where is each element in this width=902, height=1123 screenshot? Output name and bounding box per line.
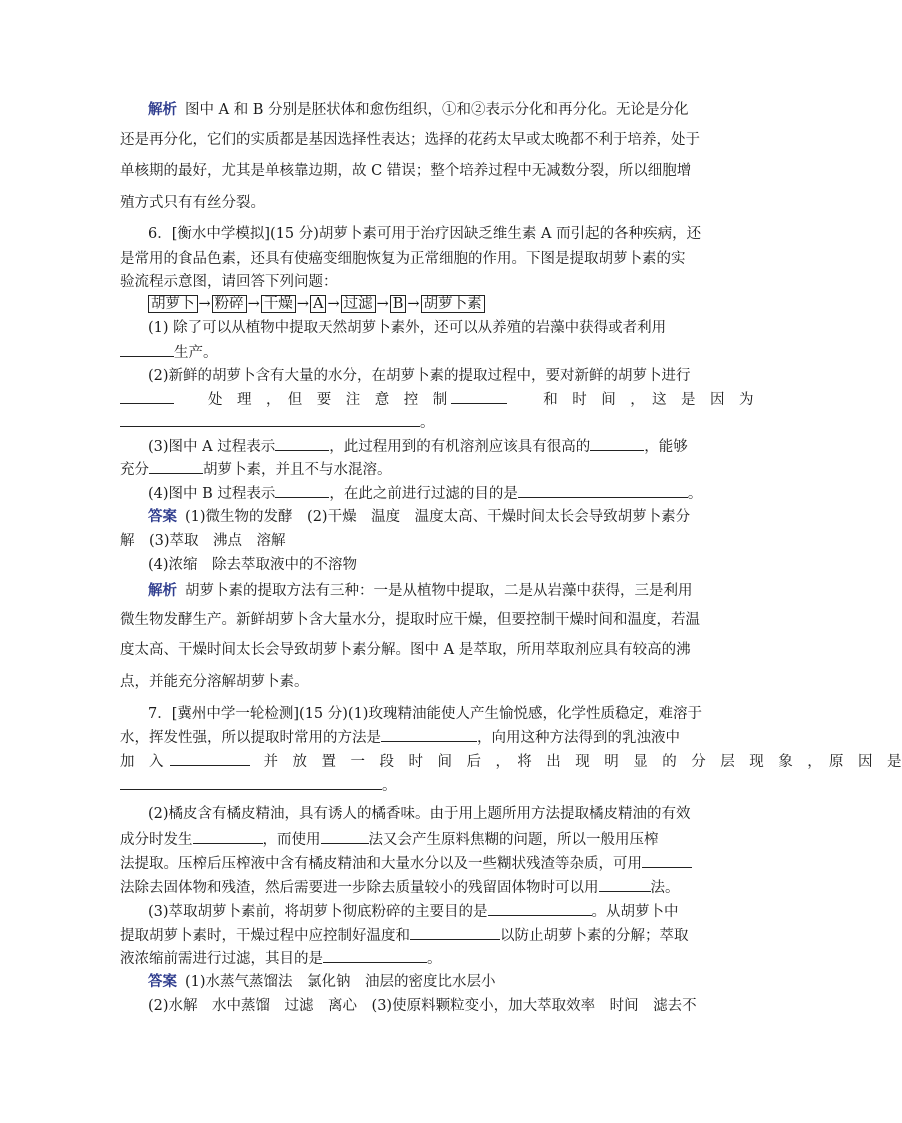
answer-blank (599, 877, 651, 892)
q6-analysis-line-3: 度太高、干燥时间太长会导致胡萝卜素分解。图中 A 是萃取，所用萃取剂应具有较高的沸 (120, 642, 691, 658)
answer-label: 答案 (148, 974, 177, 990)
q7-line-11: 液浓缩前需进行过滤，其目的是 。 (120, 948, 676, 969)
q6-stem-line-2: 是常用的食品色素，还具有使癌变细胞恢复为正常细胞的作用。下图是提取胡萝卜素的实 (120, 251, 686, 267)
flow-arrow: → (376, 296, 389, 312)
flow-arrow: → (198, 296, 211, 312)
answer-blank (590, 436, 644, 451)
flow-step-carrot: 胡萝卜 (148, 295, 198, 313)
q6-stem-line-1: 6．[衡水中学模拟](15 分)胡萝卜素可用于治疗因缺乏维生素 A 而引起的各种疾病，还 (148, 226, 702, 242)
process-flow-diagram (148, 294, 485, 314)
q6-analysis-line-4: 点，并能充分溶解胡萝卜素。 (120, 674, 309, 690)
flow-arrow: → (327, 296, 340, 312)
answer-blank (120, 412, 420, 427)
q5-analysis-line-4: 殖方式只有有丝分裂。 (120, 195, 265, 211)
q7-answer-line-1: 答案 (1)水蒸气蒸馏法 氯化钠 油层的密度比水层小 (148, 974, 496, 990)
q6-stem-line-3: 验流程示意图，请回答下列问题： (120, 274, 338, 290)
answer-blank (120, 342, 174, 357)
q7-line-3: 加 入 并 放 置 一 段 时 间 后 ， 将 出 现 明 显 的 分 层 现 象 ， 原 因 是 (120, 751, 676, 772)
q7-line-8: 法除去固体物和残渣，然后需要进一步除去质量较小的残留固体物时可以用 法。 (120, 877, 676, 898)
q6-sub4-line-1: (4)图中 B 过程表示 ，在此之前进行过滤的目的是 。 (148, 483, 676, 504)
answer-blank (149, 459, 203, 474)
answer-blank (488, 901, 592, 916)
answer-blank (323, 948, 427, 963)
q7-line-2: 水，挥发性强，所以提取时常用的方法是 ，向用这种方法得到的乳浊液中 (120, 727, 676, 748)
q6-answer-line-2: 解 (3)萃取 沸点 溶解 (120, 533, 286, 549)
answer-blank (410, 925, 500, 940)
q6-sub1-line-1: (1) 除了可以从植物中提取天然胡萝卜素外，还可以从养殖的岩藻中获得或者利用 (148, 320, 667, 336)
answer-label: 答案 (148, 509, 177, 525)
flow-arrow: → (296, 296, 309, 312)
analysis-label: 解析 (148, 102, 177, 118)
answer-blank (451, 389, 507, 404)
answer-blank (642, 853, 692, 868)
flow-step-dry: 干燥 (261, 295, 296, 313)
analysis-label: 解析 (148, 583, 177, 599)
q7-line-6: 成分时发生 ，而使用 法又会产生原料焦糊的问题，所以一般用压榨 (120, 829, 676, 850)
q7-answer-line-2: (2)水解 水中蒸馏 过滤 离心 (3)使原料颗粒变小，加大萃取效率 时间 滤去不 (148, 998, 697, 1014)
q7-line-5: (2)橘皮含有橘皮精油，具有诱人的橘香味。由于用上题所用方法提取橘皮精油的有效 (148, 806, 691, 822)
flow-arrow: → (407, 296, 420, 312)
answer-blank (275, 483, 329, 498)
answer-blank (381, 727, 477, 742)
q5-analysis-line-3: 单核期的最好，尤其是单核靠边期，故 C 错误；整个培养过程中无减数分裂，所以细胞增 (120, 163, 692, 179)
q7-line-9: (3)萃取胡萝卜素前，将胡萝卜彻底粉碎的主要目的是 。从胡萝卜中 (148, 901, 676, 922)
q6-analysis-line-2: 微生物发酵生产。新鲜胡萝卜含大量水分，提取时应干燥，但要控制干燥时间和温度，若温 (120, 612, 700, 628)
answer-blank (120, 389, 174, 404)
answer-blank (170, 751, 250, 766)
flow-step-b: B (390, 295, 407, 313)
q7-line-4: 。 (120, 775, 676, 796)
answer-blank (321, 829, 369, 844)
q6-sub3-line-1: (3)图中 A 过程表示 ，此过程用到的有机溶剂应该具有很高的 ，能够 (148, 436, 676, 457)
q6-sub2-line-2: 处 理 ， 但 要 注 意 控 制 和 时 间 ， 这 是 因 为 (120, 389, 676, 410)
flow-step-filter: 过滤 (341, 295, 376, 313)
q5-analysis-line-2: 还是再分化，它们的实质都是基因选择性表达；选择的花药太早或太晚都不利于培养，处于 (120, 132, 700, 148)
answer-blank (518, 483, 688, 498)
q5-analysis-line-1: 解析 图中 A 和 B 分别是胚状体和愈伤组织，①和②表示分化和再分化。无论是分化 (148, 102, 689, 118)
answer-blank (120, 775, 382, 790)
flow-step-carotene: 胡萝卜素 (421, 295, 485, 313)
q6-answer-line-3: (4)浓缩 除去萃取液中的不溶物 (148, 557, 358, 573)
q6-analysis-line-1: 解析 胡萝卜素的提取方法有三种：一是从植物中提取，二是从岩藻中获得，三是利用 (148, 583, 693, 599)
q6-sub3-line-2: 充分 胡萝卜素，并且不与水混溶。 (120, 459, 676, 480)
answer-blank (275, 436, 329, 451)
flow-step-a: A (310, 295, 326, 313)
q7-line-1: 7．[冀州中学一轮检测](15 分)(1)玫瑰精油能使人产生愉悦感，化学性质稳定，难溶于 (148, 706, 702, 722)
q6-sub2-line-1: (2)新鲜的胡萝卜含有大量的水分，在胡萝卜素的提取过程中，要对新鲜的胡萝卜进行 (148, 368, 691, 384)
q6-sub1-line-2: 生产。 (120, 342, 676, 363)
flow-step-crush: 粉碎 (212, 295, 247, 313)
q6-answer-line-1: 答案 (1)微生物的发酵 (2)干燥 温度 温度太高、干燥时间太长会导致胡萝卜素分 (148, 509, 691, 525)
answer-blank (193, 829, 263, 844)
q7-line-10: 提取胡萝卜素时，干燥过程中应控制好温度和 以防止胡萝卜素的分解；萃取 (120, 925, 676, 946)
flow-arrow: → (247, 296, 260, 312)
q7-line-7: 法提取。压榨后压榨液中含有橘皮精油和大量水分以及一些糊状残渣等杂质，可用 (120, 853, 676, 874)
q6-sub2-line-3: 。 (120, 412, 676, 433)
